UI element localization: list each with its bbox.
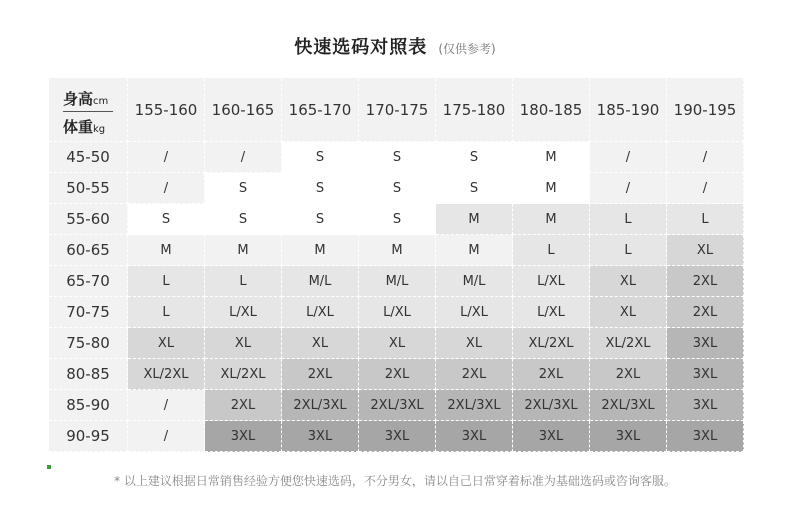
table-row: [49, 142, 744, 173]
table-row: [49, 173, 744, 204]
weight-range-label: 60-65: [49, 235, 128, 266]
table-row: [49, 204, 744, 235]
corner-divider: [63, 111, 113, 112]
size-cell: 2XL: [667, 266, 744, 297]
height-header: 185-190: [590, 78, 667, 142]
size-cell: /: [128, 173, 205, 204]
size-cell: S: [436, 142, 513, 173]
size-cell: M: [513, 204, 590, 235]
header-row: [49, 78, 744, 142]
weight-range-label: 65-70: [49, 266, 128, 297]
size-cell: S: [282, 173, 359, 204]
height-header: 190-195: [667, 78, 744, 142]
size-cell: L: [128, 297, 205, 328]
size-cell: M: [359, 235, 436, 266]
weight-range-label: 85-90: [49, 390, 128, 421]
size-cell: L: [667, 204, 744, 235]
size-cell: /: [128, 390, 205, 421]
size-cell: 2XL/3XL: [359, 390, 436, 421]
size-cell: XL: [590, 297, 667, 328]
weight-range-label: 50-55: [49, 173, 128, 204]
height-header: 175-180: [436, 78, 513, 142]
footnote: * 以上建议根据日常销售经验方便您快速选码，不分男女，请以自己日常穿着标准为基础选码或咨询客服。: [114, 474, 676, 488]
size-cell: /: [667, 173, 744, 204]
corner-marker: [47, 465, 51, 469]
height-header: 170-175: [359, 78, 436, 142]
table-row: [49, 390, 744, 421]
size-cell: 3XL: [667, 359, 744, 390]
weight-label: 体重kg: [63, 118, 106, 136]
size-cell: L/XL: [359, 297, 436, 328]
size-cell: XL: [205, 328, 282, 359]
size-cell: M: [436, 235, 513, 266]
size-cell: S: [205, 204, 282, 235]
size-cell: 3XL: [513, 421, 590, 452]
size-cell: 2XL: [513, 359, 590, 390]
size-cell: M/L: [359, 266, 436, 297]
height-header: 180-185: [513, 78, 590, 142]
size-cell: 2XL: [282, 359, 359, 390]
size-cell: S: [128, 204, 205, 235]
size-cell: 3XL: [590, 421, 667, 452]
size-cell: 2XL: [590, 359, 667, 390]
size-cell: 2XL/3XL: [282, 390, 359, 421]
size-cell: S: [359, 142, 436, 173]
size-cell: M/L: [282, 266, 359, 297]
size-cell: 3XL: [667, 421, 744, 452]
weight-range-label: 75-80: [49, 328, 128, 359]
size-cell: L: [590, 204, 667, 235]
size-cell: XL: [359, 328, 436, 359]
weight-range-label: 70-75: [49, 297, 128, 328]
corner-cell: [49, 78, 128, 142]
size-cell: M: [205, 235, 282, 266]
size-cell: L: [205, 266, 282, 297]
size-cell: L/XL: [513, 266, 590, 297]
size-cell: L/XL: [513, 297, 590, 328]
size-cell: /: [590, 173, 667, 204]
size-cell: S: [282, 142, 359, 173]
size-cell: S: [436, 173, 513, 204]
size-cell: XL/2XL: [513, 328, 590, 359]
size-cell: M: [282, 235, 359, 266]
size-cell: L/XL: [436, 297, 513, 328]
page-title: 快速选码对照表: [294, 37, 428, 58]
size-cell: 3XL: [282, 421, 359, 452]
size-cell: L: [128, 266, 205, 297]
size-cell: /: [667, 142, 744, 173]
size-cell: /: [205, 142, 282, 173]
size-cell: 2XL: [667, 297, 744, 328]
height-label: 身高cm: [63, 90, 109, 108]
size-cell: 3XL: [667, 328, 744, 359]
weight-range-label: 45-50: [49, 142, 128, 173]
table-row: [49, 266, 744, 297]
size-cell: 3XL: [667, 390, 744, 421]
size-cell: XL: [667, 235, 744, 266]
size-cell: M: [513, 173, 590, 204]
size-cell: 2XL/3XL: [590, 390, 667, 421]
size-cell: L/XL: [282, 297, 359, 328]
size-cell: 2XL/3XL: [436, 390, 513, 421]
size-cell: M: [436, 204, 513, 235]
table-row: [49, 359, 744, 390]
size-cell: L: [590, 235, 667, 266]
title-block: [0, 33, 790, 59]
weight-range-label: 55-60: [49, 204, 128, 235]
size-cell: XL: [590, 266, 667, 297]
size-cell: S: [359, 173, 436, 204]
table-row: [49, 297, 744, 328]
page-subtitle: (仅供参考): [438, 42, 496, 56]
size-cell: M: [513, 142, 590, 173]
size-cell: S: [205, 173, 282, 204]
size-cell: XL/2XL: [128, 359, 205, 390]
table-row: [49, 421, 744, 452]
size-cell: /: [128, 142, 205, 173]
weight-range-label: 80-85: [49, 359, 128, 390]
size-cell: 2XL: [359, 359, 436, 390]
size-cell: M: [128, 235, 205, 266]
size-cell: XL/2XL: [205, 359, 282, 390]
size-cell: /: [590, 142, 667, 173]
size-cell: /: [128, 421, 205, 452]
size-cell: 3XL: [359, 421, 436, 452]
size-cell: 2XL: [205, 390, 282, 421]
table-row: [49, 235, 744, 266]
size-cell: S: [282, 204, 359, 235]
size-cell: S: [359, 204, 436, 235]
size-cell: 2XL/3XL: [513, 390, 590, 421]
size-cell: 3XL: [205, 421, 282, 452]
size-cell: M/L: [436, 266, 513, 297]
size-cell: 2XL: [436, 359, 513, 390]
height-header: 160-165: [205, 78, 282, 142]
size-cell: L: [513, 235, 590, 266]
size-cell: XL: [282, 328, 359, 359]
size-cell: L/XL: [205, 297, 282, 328]
height-header: 165-170: [282, 78, 359, 142]
size-cell: 3XL: [436, 421, 513, 452]
size-cell: XL/2XL: [590, 328, 667, 359]
table-row: [49, 328, 744, 359]
size-cell: XL: [436, 328, 513, 359]
weight-range-label: 90-95: [49, 421, 128, 452]
size-cell: XL: [128, 328, 205, 359]
size-chart-table: [49, 78, 744, 452]
height-header: 155-160: [128, 78, 205, 142]
